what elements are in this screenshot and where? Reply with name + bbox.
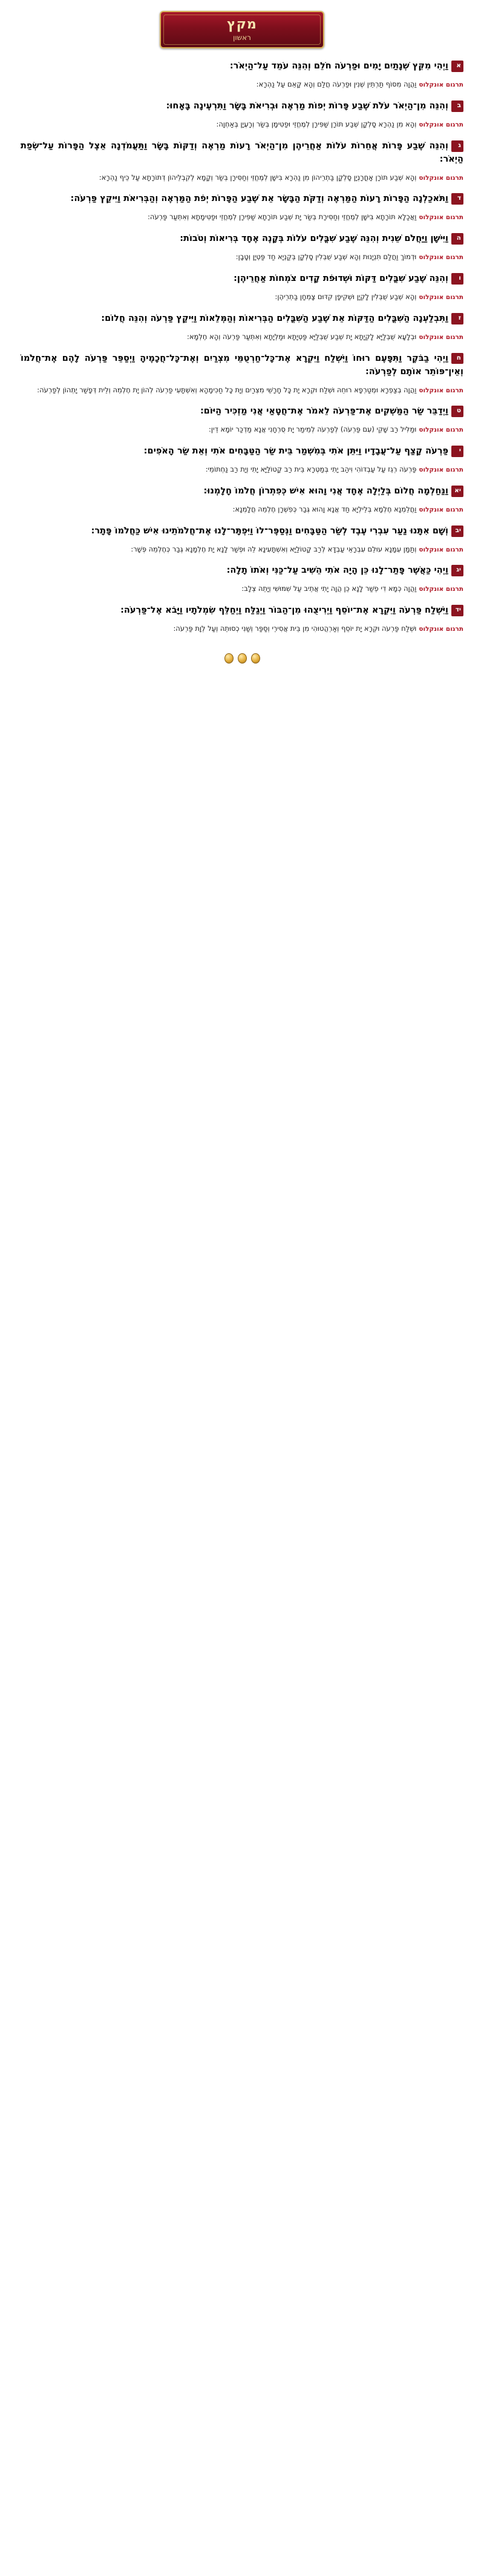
coin-icon (251, 653, 260, 664)
verse-text: וַיְהִי מִקֵּץ שְׁנָתַיִם יָמִים וּפַרְעֹה חֹלֵם וְהִנֵּה עֹמֵד עַל־הַיְאֹר: (229, 61, 448, 71)
verse-number: ח (451, 353, 463, 364)
targum-row (21, 424, 463, 435)
targum-row (21, 173, 463, 183)
verse-text: פַּרְעֹה קָצַף עַל־עֲבָדָיו וַיִּתֵּן אֹתִי בְּמִשְׁמַר בֵּית שַׂר הַטַּבָּחִים אֹתִי וְאֵת שַׂר הָאֹפִים: (143, 446, 448, 456)
targum-row (21, 119, 463, 130)
verse-number: ז (451, 313, 463, 324)
targum-text: וְהָא מִן נַהְרָא סָלְקָן שְׁבַע תּוֹרָן שַׁפִּירָן לְמֶחֱזֵי וּפַטִּימָן בְּשַׂר וְרָעְיָן בְּאַחְוָה: (216, 119, 417, 128)
targum-label: תרגום אונקלוס (419, 466, 463, 474)
targum-label: תרגום אונקלוס (419, 333, 463, 341)
targum-row (21, 544, 463, 555)
verse-number: י (451, 446, 463, 457)
verse-text: וַיְהִי כַּאֲשֶׁר פָּתַר־לָנוּ כֵּן הָיָה אֹתִי הֵשִׁיב עַל־כַּנִּי וְאֹתוֹ תָלָה: (226, 565, 448, 576)
verse-number: ו (451, 273, 463, 285)
verse-text: וַיִּישָׁן וַיַּחֲלֹם שֵׁנִית וְהִנֵּה שֶׁבַע שִׁבֳּלִים עֹלוֹת בְּקָנֶה אֶחָד בְּרִיאוֹת וְטֹבוֹת: (180, 234, 448, 244)
verse-number: ב (451, 100, 463, 112)
verse-number: ד (451, 193, 463, 205)
targum-row (21, 584, 463, 595)
targum-row (21, 332, 463, 343)
targum-row (21, 79, 463, 90)
verse-number: יג (451, 565, 463, 576)
verse-number: יד (451, 605, 463, 616)
verse-row (21, 312, 463, 325)
targum-text: וְהָא שְׁבַע תּוֹרָן אָחֳרָנְיָן סָלְקָן בַּתְרֵיהוֹן מִן נַהְרָא בִּישָׁן לְמֶחֱזֵי וְחַסִּירָן בְּשַׂר וְקָמָא לְקִבְלֵיהוֹן דְּתוֹרָתָא עַל כֵּיף נַהְרָא: (99, 173, 417, 182)
verse-row (21, 139, 463, 166)
targum-row (21, 212, 463, 223)
verse-list (0, 59, 484, 650)
verse-text: וַתֹּאכַלְנָה הַפָּרוֹת רָעוֹת הַמַּרְאֶה וְדַקֹּת הַבָּשָׂר אֵת שֶׁבַע הַפָּרוֹת יְפֹת הַמַּרְאֶה וְהַבְּרִיאֹת וַיִּיקַץ פַּרְעֹה: (70, 194, 448, 204)
targum-text: וַאֲכַלָא תּוֹרָתָא בִּישָׁן לְמֶחֱזֵי וְחַסִּירָת בְּשַׂר יָת שְׁבַע תּוֹרָתָא שַׁפִּירָן לְמֶחֱזֵי וּפַטִּימָתָא וְאִתְּעַר פַּרְעֹה: (148, 212, 417, 222)
targum-label: תרגום אונקלוס (419, 254, 463, 262)
verse-text: וַתִּבְלַעְנָה הַשִּׁבֳּלִים הַדַּקּוֹת אֵת שֶׁבַע הַשִּׁבֳּלִים הַבְּרִיאוֹת וְהַמְּלֵאוֹת וַיִּיקַץ פַּרְעֹה וְהִנֵּה חֲלוֹם: (101, 313, 448, 323)
targum-label: תרגום אונקלוס (419, 293, 463, 301)
targum-label: תרגום אונקלוס (419, 81, 463, 89)
parsha-title: מקץ (227, 17, 257, 33)
scripture-page (0, 0, 484, 673)
targum-label: תרגום אונקלוס (419, 545, 463, 553)
targum-label: תרגום אונקלוס (419, 625, 463, 633)
targum-text: וְתַמָּן עִמָּנָא עוּלֵם עִבְרָאֵי עַבְדָּא לְרַב קָטוֹלַיָּא וְאִשְׁתָּעִינָא לֵהּ וּפְשַׁר לָנָא יָת חֶלְמָנָא גְּבַר כְּחֶלְמֵהּ פְּשָׁר: (131, 544, 417, 553)
footer-ornament (0, 650, 484, 673)
targum-text: וּמַלִּיל רַב שָׁקֵי (עִם פַּרְעֹה) לְפַרְעֹה לְמֵימַר יָת סֻרְחָנִי אֲנָא מַדְכַּר יוֹמָא דֵין: (209, 425, 417, 434)
targum-row (21, 504, 463, 515)
verse-row (21, 564, 463, 577)
coin-icon (224, 653, 234, 664)
targum-text: וַהֲוָה מִסּוֹף תַּרְתֵּין שְׁנִין וּפַרְעֹה חֲלַם וְהָא קָאֵם עַל נַהְרָא: (256, 80, 417, 89)
targum-text: פַּרְעֹה רְגֵז עַל עַבְדּוֹהִי וִיהַב יָתִי בְּמַטְּרָא בֵּית רַב קָטוֹלַיָּא יָתִי וְיָת רַב נַחְתּוֹמֵי: (205, 465, 417, 474)
targum-text: וַהֲוָה בְצַפְרָא וּמְטַרְפָא רוּחֵהּ וּשְׁלַח וּקְרָא יָת כָּל חָרָשֵׁי מִצְרַיִם וְיָת כָּל חַכִּימָהָא וְאִשְׁתָּעִי פַרְעֹה לְהוֹן יָת חֶלְמֵהּ וְלֵית דְּפָשַׁר יָתְהוֹן לְפַרְעֹה: (37, 385, 417, 394)
targum-label: תרגום אונקלוס (419, 174, 463, 182)
targum-text: וְהָא שְׁבַע שֻׁבְּלִין לָקְיָן וּשְׁקִיפָן קִדּוּם צָמְחָן בַּתְרֵיהֶן: (275, 292, 417, 301)
targum-row (21, 292, 463, 303)
verse-row (21, 99, 463, 113)
banner-plaque (160, 11, 324, 48)
verse-row (21, 232, 463, 245)
verse-row (21, 524, 463, 538)
verse-text: וְהִנֵּה שֶׁבַע שִׁבֳּלִים דַּקּוֹת וּשְׁדוּפֹת קָדִים צֹמְחוֹת אַחֲרֵיהֶן: (234, 273, 448, 283)
verse-number: יא (451, 486, 463, 497)
targum-label: תרגום אונקלוס (419, 426, 463, 434)
aliyah-subtitle: ראשון (233, 33, 251, 42)
targum-text: וּדְמוֹךְ וַחֲלַם תִּנְיָנוּת וְהָא שְׁבַע שֻׁבְּלִין סָלְקָן בְּקַנְיָא חַד פַּטְיָן וְטָבָן: (235, 252, 417, 262)
coin-icon (238, 653, 247, 664)
verse-number: ג (451, 140, 463, 152)
verse-number: ה (451, 233, 463, 245)
verse-row (21, 484, 463, 498)
verse-row (21, 404, 463, 418)
verse-row (21, 192, 463, 205)
targum-label: תרגום אונקלוס (419, 120, 463, 128)
verse-number: א (451, 61, 463, 72)
verse-text: וַנַּחַלְמָה חֲלוֹם בְּלַיְלָה אֶחָד אֲנִי וָהוּא אִישׁ כְּפִתְרוֹן חֲלֹמוֹ חָלָמְנוּ: (203, 486, 448, 496)
targum-label: תרגום אונקלוס (419, 506, 463, 513)
targum-row (21, 385, 463, 396)
verse-text: וַיִּשְׁלַח פַּרְעֹה וַיִּקְרָא אֶת־יוֹסֵף וַיְרִיצֻהוּ מִן־הַבּוֹר וַיְגַלַּח וַיְחַלֵּף שִׂמְלֹתָיו וַיָּבֹא אֶל־פַּרְעֹה: (120, 605, 448, 616)
verse-number: יב (451, 525, 463, 537)
verse-text: וַיְהִי בַבֹּקֶר וַתִּפָּעֶם רוּחוֹ וַיִּשְׁלַח וַיִּקְרָא אֶת־כָּל־חַרְטֻמֵּי מִצְרַיִם וְאֶת־כָּל־חֲכָמֶיהָ וַיְסַפֵּר פַּרְעֹה לָהֶם אֶת־חֲלֹמוֹ וְאֵין־פּוֹתֵר אוֹתָם לְפַרְעֹה: (21, 353, 463, 377)
targum-row (21, 464, 463, 475)
targum-row (21, 624, 463, 634)
targum-text: וּבְלָעָא שֻׁבְּלַיָּא לָקְיָתָא יָת שְׁבַע שֻׁבְּלַיָּא פַּטְיָתָא וּמַלְיָתָא וְאִתְּעַר פַּרְעֹה וְהָא חֶלְמָא: (186, 332, 417, 341)
targum-label: תרגום אונקלוס (419, 214, 463, 222)
targum-row (21, 252, 463, 263)
targum-text: וַחֲלֵמְנָא חֶלְמָא בְּלֵילְיָא חַד אֲנָא וָהוּא גְּבַר כְּפִשְׁרָן חֶלְמֵהּ חֲלָמְנָא: (232, 504, 417, 513)
verse-text: וְשָׁם אִתָּנוּ נַעַר עִבְרִי עֶבֶד לְשַׂר הַטַּבָּחִים וַנְּסַפֶּר־לוֹ וַיִּפְתָּר־לָנוּ אֶת־חֲלֹמֹתֵינוּ אִישׁ כַּחֲלֹמוֹ פָּתָר: (91, 525, 448, 536)
verse-text: וְהִנֵּה שֶׁבַע פָּרוֹת אֲחֵרוֹת עֹלוֹת אַחֲרֵיהֶן מִן־הַיְאֹר רָעוֹת מַרְאֶה וְדַקּוֹת בָּשָׂר וַתַּעֲמֹדְנָה אֵצֶל הַפָּרוֹת עַל־שְׂפַת הַיְאֹר: (21, 140, 463, 164)
verse-text: וַיְדַבֵּר שַׂר הַמַּשְׁקִים אֶת־פַּרְעֹה לֵאמֹר אֶת־חֲטָאַי אֲנִי מַזְכִּיר הַיּוֹם: (200, 406, 448, 417)
verse-number: ט (451, 406, 463, 417)
verse-row (21, 272, 463, 285)
targum-text: וַהֲוָה כְּמָא דִי פְשַׁר לָנָא כֵּן הֲוָה יָתִי אֲתֵיב עַל שִׁמּוּשִׁי וְיָתֵהּ צְלָב: (241, 584, 417, 593)
verse-text: וְהִנֵּה מִן־הַיְאֹר עֹלֹת שֶׁבַע פָּרוֹת יְפוֹת מַרְאֶה וּבְרִיאֹת בָּשָׂר וַתִּרְעֶינָה בָּאָחוּ: (166, 100, 448, 111)
targum-label: תרגום אונקלוס (419, 386, 463, 394)
verse-row (21, 352, 463, 378)
verse-row (21, 59, 463, 73)
verse-row (21, 444, 463, 458)
targum-label: תרגום אונקלוס (419, 585, 463, 593)
parsha-banner (0, 11, 484, 48)
targum-text: וּשְׁלַח פַּרְעֹה וּקְרָא יָת יוֹסֵף וְאַרְהֲטוּהִי מִן בֵּית אֲסִירֵי וְסַפַּר וְשַׁנִּי כְסוּתֵהּ וְעַל לְוָת פַּרְעֹה: (173, 624, 417, 633)
verse-row (21, 604, 463, 617)
